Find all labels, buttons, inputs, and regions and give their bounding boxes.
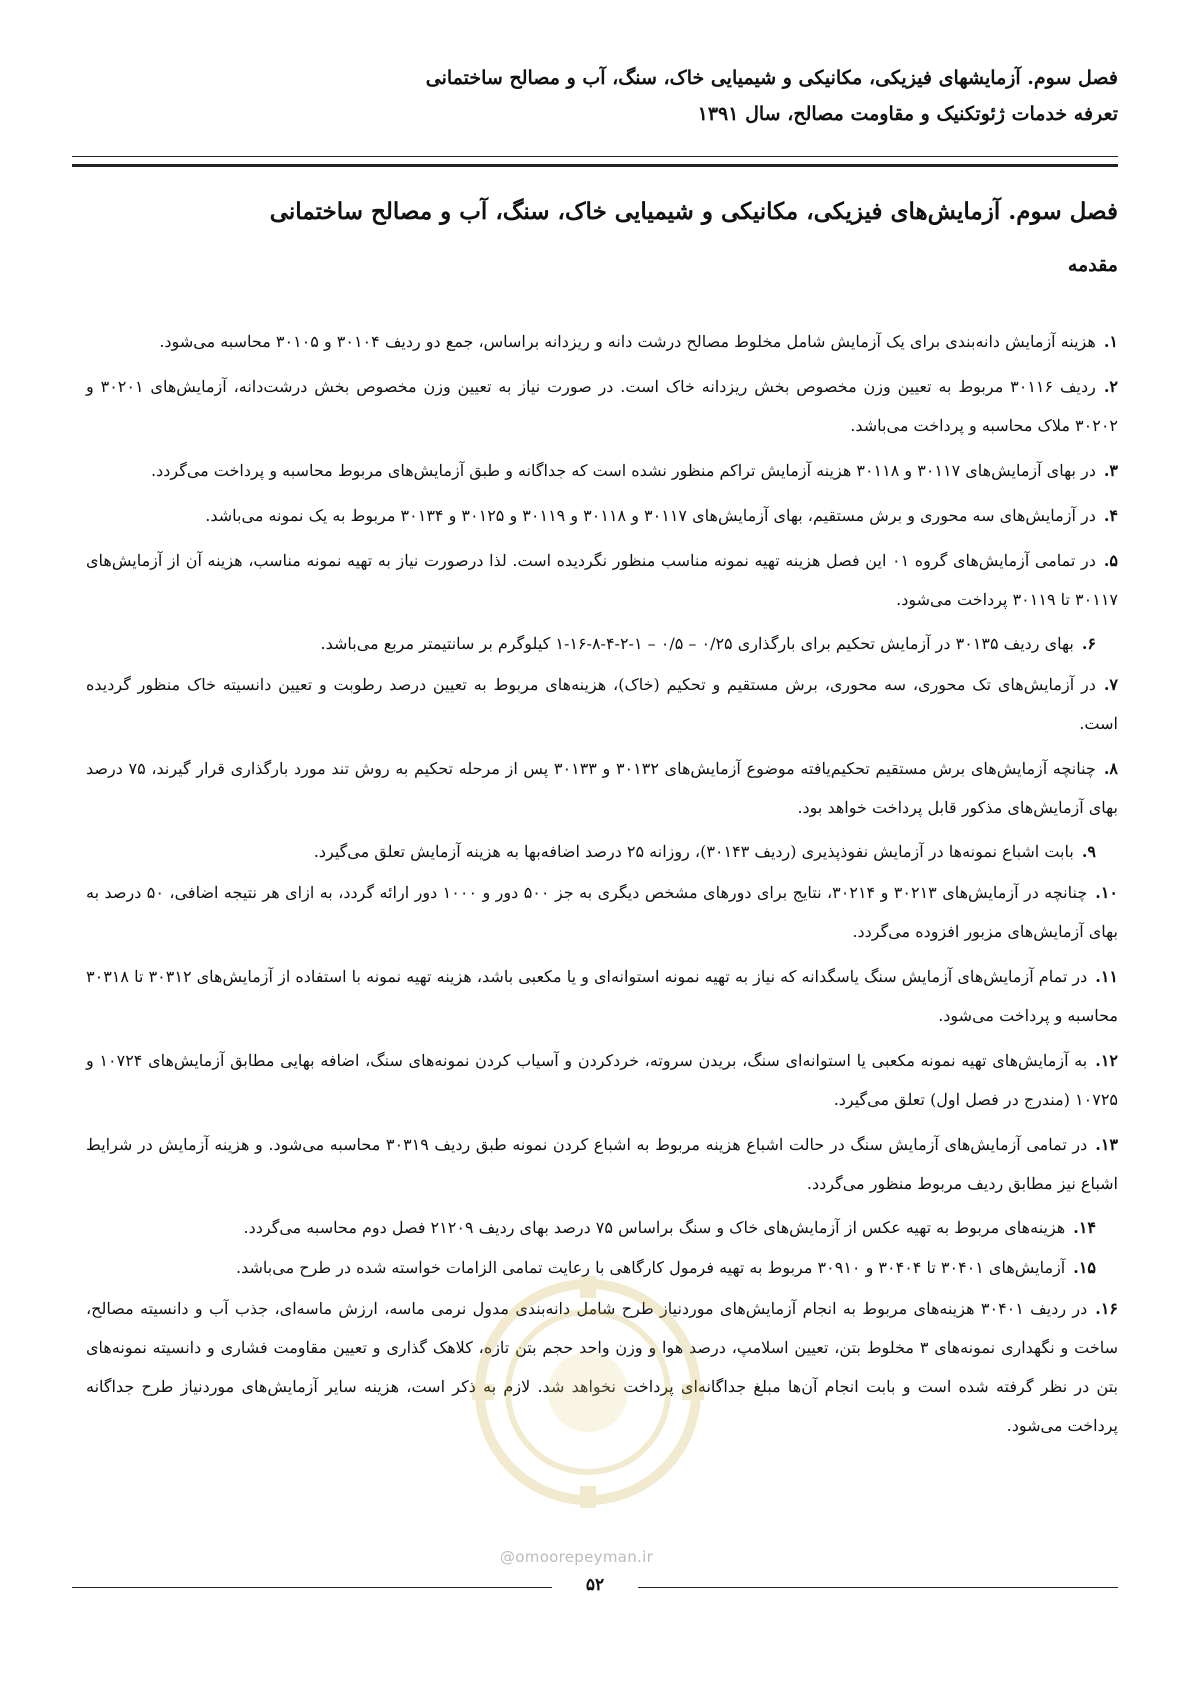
notes-list <box>86 322 1118 1451</box>
note-number: ۱. <box>1103 332 1118 351</box>
note-text: ردیف ۳۰۱۱۶ مربوط به تعیین وزن مخصوص بخش ریزدانه خاک است. در صورت نیاز به تعیین وزن مخصوص بخش درشت‌دانه، آزمایش‌های ۳۰۲۰۱ و ۳۰۲۰۲ ملاک محاسبه و پرداخت می‌باشد. <box>86 377 1118 435</box>
note-text: در آزمایش‌های سه محوری و برش مستقیم، بهای آزمایش‌های ۳۰۱۱۷ و ۳۰۱۱۸ و ۳۰۱۱۹ و ۳۰۱۲۵ و ۳۰۱۳۴ مربوط به یک نمونه می‌باشد. <box>205 506 1096 525</box>
note-number: ۸. <box>1103 759 1118 778</box>
intro-heading: مقدمه <box>1067 254 1118 276</box>
note-text: در آزمایش‌های تک محوری، سه محوری، برش مستقیم و تحکیم (خاک)، هزینه‌های مربوط به تعیین درصد رطوبت و تعیین دانسیته خاک منظور گردیده است. <box>86 675 1118 733</box>
note-number: ۷. <box>1103 675 1118 694</box>
note-text: در تمامی آزمایش‌های آزمایش سنگ در حالت اشباع هزینه مربوط به اشباع کردن نمونه طبق ردیف ۳۰۳۱۹ محاسبه می‌شود. و هزینه آزمایش در شرایط اشباع نیز مطابق ردیف مربوط منظور می‌گردد. <box>86 1135 1118 1193</box>
header-line-1: فصل سوم. آزمایشهای فیزیکی، مکانیکی و شیمیایی خاک، سنگ، آب و مصالح ساختمانی <box>425 67 1118 89</box>
note-number: ۱۶. <box>1095 1299 1119 1318</box>
note-text: آزمایش‌های ۳۰۴۰۱ تا ۳۰۴۰۴ و ۳۰۹۱۰ مربوط به تهیه فرمول کارگاهی با رعایت تمامی الزامات خواسته شده در طرح می‌باشد. <box>236 1258 1066 1277</box>
note-item <box>86 957 1118 1035</box>
note-item <box>86 1041 1118 1119</box>
note-text: در تمام آزمایش‌های آزمایش سنگ یاسگدانه که نیاز به تهیه نمونه استوانه‌ای و یا مکعبی باشد، هزینه تهیه نمونه با استفاده از آزمایش‌های ۳۰۳۱۲ تا ۳۰۳۱۸ محاسبه و پرداخت می‌شود. <box>86 967 1118 1025</box>
note-text: بهای ردیف ۳۰۱۳۵ در آزمایش تحکیم برای بارگذاری ۰/۲۵ – ۰/۵ – ۱-۲-۴-۸-۱۶-۱ کیلوگرم بر سانتیمتر مربع می‌باشد. <box>320 634 1074 653</box>
note-text: چنانچه در آزمایش‌های ۳۰۲۱۳ و ۳۰۲۱۴، نتایج برای دورهای مشخص دیگری به جز ۵۰۰ دور و ۱۰۰۰ دور ارائه گردد، به ازای هر نتیجه اضافی، ۵۰ درصد به بهای آزمایش‌های مزبور افزوده می‌گردد. <box>86 883 1118 941</box>
note-item <box>86 1125 1118 1203</box>
note-number: ۲. <box>1103 377 1119 396</box>
note-item <box>86 873 1118 951</box>
note-item <box>86 367 1118 445</box>
note-item <box>86 625 1118 663</box>
note-item <box>86 322 1118 361</box>
note-text: چنانچه آزمایش‌های برش مستقیم تحکیم‌یافته موضوع آزمایش‌های ۳۰۱۳۲ و ۳۰۱۳۳ پس از مرحله تحکیم به روش تند مورد بارگذاری قرار گیرند، ۷۵ درصد بهای آزمایش‌های مذکور قابل پرداخت خواهد بود. <box>86 759 1118 817</box>
note-text: در ردیف ۳۰۴۰۱ هزینه‌های مربوط به انجام آزمایش‌های موردنیاز طرح شامل دانه‌بندی مدول نرمی ماسه، ارزش ماسه‌ای، جذب آب و دانسیته مصالح، ساخت و نگهداری نمونه‌های ۳ مخلوط بتن، تعیین اسلامپ، درصد هوا و وزن واحد حجم بتن تازه، کلاهک گذاری و تعیین مقاومت فشاری و دانسیته نمونه‌های بتن در نظر گرفته شده است و بابت انجام آن‌ها مبلغ جداگانه‌ای پرداخت نخواهد شد. لازم به ذکر است، هزینه سایر آزمایش‌های موردنیاز طرح جداگانه پرداخت می‌شود. <box>86 1299 1119 1435</box>
note-text: در بهای آزمایش‌های ۳۰۱۱۷ و ۳۰۱۱۸ هزینه آزمایش تراکم منظور نشده است که جداگانه و طبق آزمایش‌های مربوط محاسبه و پرداخت می‌گردد. <box>151 461 1096 480</box>
header-double-rule <box>72 156 1118 167</box>
note-item <box>86 1209 1118 1247</box>
note-number: ۹. <box>1081 842 1096 861</box>
note-text: هزینه آزمایش دانه‌بندی برای یک آزمایش شامل مخلوط مصالح درشت دانه و ریزدانه براساس، جمع دو ردیف ۳۰۱۰۴ و ۳۰۱۰۵ محاسبه می‌شود. <box>159 332 1096 351</box>
chapter-title: فصل سوم. آزمایش‌های فیزیکی، مکانیکی و شیمیایی خاک، سنگ، آب و مصالح ساختمانی <box>269 198 1118 225</box>
note-item <box>86 451 1118 490</box>
watermark-text: @omoorepeyman.ir <box>500 1548 654 1566</box>
header-line-2: تعرفه خدمات ژئوتکنیک و مقاومت مصالح، سال ۱۳۹۱ <box>697 103 1118 125</box>
note-number: ۱۰. <box>1095 883 1118 902</box>
page-footer <box>72 1575 1118 1601</box>
note-text: به آزمایش‌های تهیه نمونه مکعبی یا استوانه‌ای سنگ، بریدن سروته، خردکردن و آسیاب کردن نمونه‌های سنگ، اضافه بهایی مطابق آزمایش‌های ۱۰۷۲۴ و ۱۰۷۲۵ (مندرج در فصل اول) تعلق می‌گیرد. <box>86 1051 1118 1109</box>
note-item <box>86 665 1118 743</box>
page-number: ۵۲ <box>585 1575 605 1595</box>
note-item <box>86 496 1118 535</box>
note-number: ۱۵. <box>1073 1258 1096 1277</box>
note-number: ۱۳. <box>1095 1135 1119 1154</box>
note-item <box>86 1289 1118 1445</box>
note-item <box>86 833 1118 871</box>
note-number: ۱۲. <box>1095 1051 1119 1070</box>
note-text: بابت اشباع نمونه‌ها در آزمایش نفوذپذیری (ردیف ۳۰۱۴۳)، روزانه ۲۵ درصد اضافه‌بها به هزینه آزمایش تعلق می‌گیرد. <box>313 842 1074 861</box>
note-item <box>86 541 1118 619</box>
note-item <box>86 1249 1118 1287</box>
note-number: ۵. <box>1103 551 1118 570</box>
note-number: ۶. <box>1081 634 1096 653</box>
note-text: هزینه‌های مربوط به تهیه عکس از آزمایش‌های خاک و سنگ براساس ۷۵ درصد بهای ردیف ۲۱۲۰۹ فصل دوم محاسبه می‌گردد. <box>243 1218 1066 1237</box>
running-header <box>68 60 1118 132</box>
note-text: در تمامی آزمایش‌های گروه ۰۱ این فصل هزینه تهیه نمونه مناسب منظور نگردیده است. لذا درصورت نیاز به تهیه نمونه مناسب، هزینه آن از آزمایش‌های ۳۰۱۱۷ تا ۳۰۱۱۹ پرداخت می‌شود. <box>86 551 1118 609</box>
note-number: ۴. <box>1103 506 1118 525</box>
note-number: ۱۱. <box>1095 967 1119 986</box>
note-item <box>86 749 1118 827</box>
note-number: ۱۴. <box>1073 1218 1096 1237</box>
note-number: ۳. <box>1103 461 1118 480</box>
footer-rule-right <box>638 1587 1118 1588</box>
